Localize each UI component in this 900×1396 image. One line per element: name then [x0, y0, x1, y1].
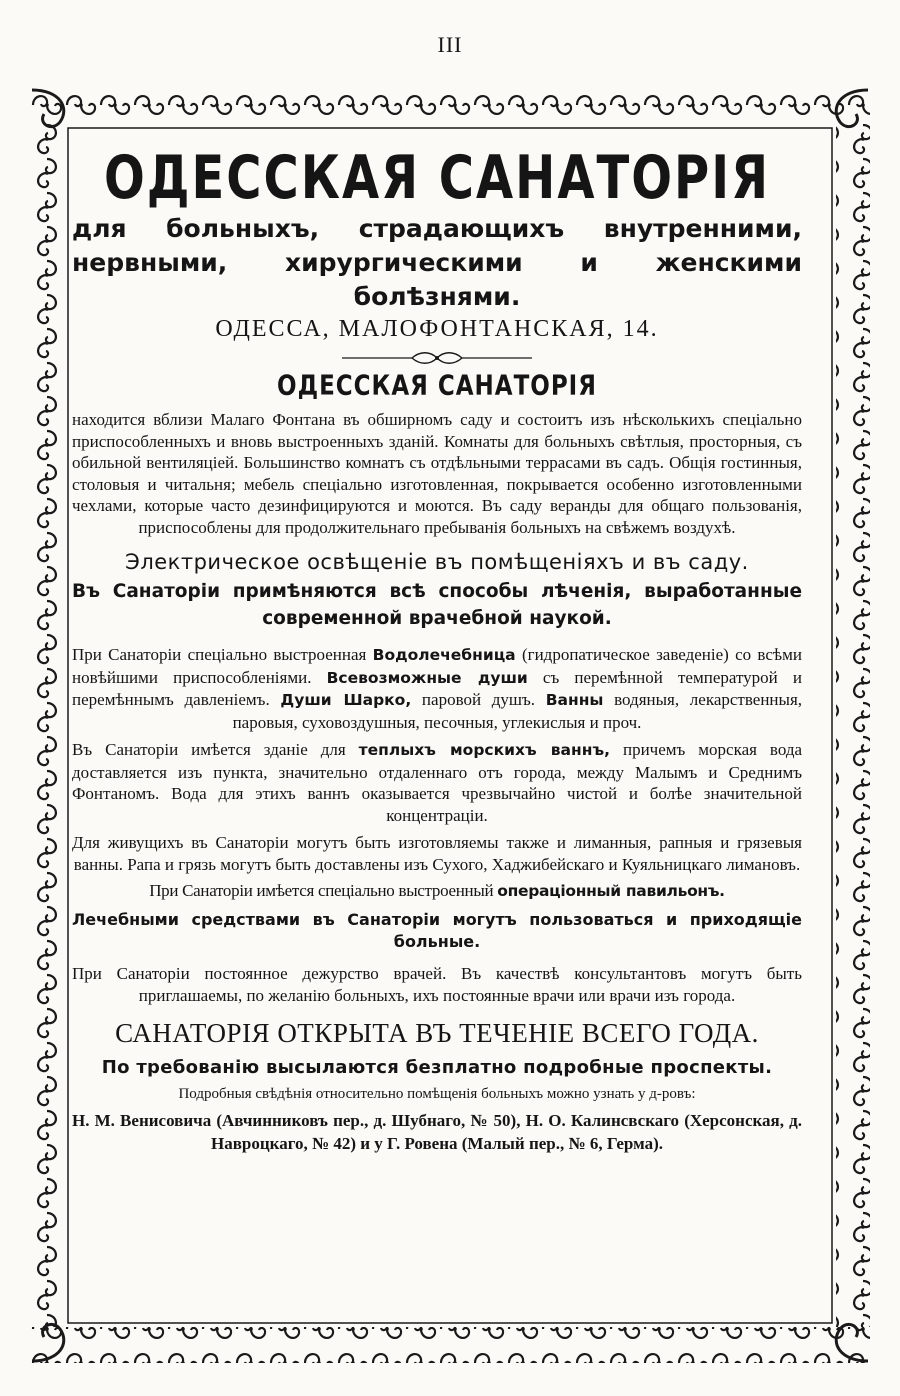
text: Въ Санаторіи имѣется зданіе для: [72, 740, 346, 759]
text: причемъ морская вода доставляется изъ пункта, значительно отдаленнаго отъ города, между Малымъ и Среднимъ Фонтаномъ. Вода для этихъ ваннъ оказывается чрезвычайно чистой и болѣе значительной концентраціи.: [72, 740, 803, 825]
text: При Санаторіи имѣется спеціально выстроенный: [149, 881, 494, 900]
text: водяныя, лекарственныя, паровыя, суховоздушныя, песочныя, углекислыя и проч.: [232, 690, 803, 732]
text: съ перемѣнной температурой и перемѣннымъ давленіемъ.: [72, 667, 803, 709]
highlight: теплыхъ морскихъ ваннъ,: [358, 741, 610, 759]
address: ОДЕССА, МАЛОФОНТАНСКАЯ, 14.: [215, 316, 659, 342]
main-title: ОДЕССКАЯ САНАТОРІЯ: [103, 142, 771, 213]
text: (гидропатическое заведеніе) со всѣми новѣйшими приспособленіями.: [72, 645, 802, 687]
doctors-list: Н. М. Венисовича (Авчинниковъ пер., д. Шубнаго, № 50), Н. О. Калинсвскаго (Херсонская, д. Навроцкаго, № 42) и у Г. Ровена (Малый пер., № 6, Герма).: [72, 1111, 802, 1153]
treatment-methods: Въ Санаторіи примѣняются всѣ способы лѣченія, выработанные современной врачебной наукой.: [72, 581, 802, 629]
mud-baths-paragraph: Для живущихъ въ Санаторіи могутъ быть изготовляемы также и лиманныя, рапныя и грязевыя ванны. Рапа и грязь могутъ быть доставлены изъ Сухого, Хаджибейскаго и Куяльницкаго лимановъ.: [72, 833, 802, 874]
advertisement-content: [72, 140, 802, 1155]
intro-paragraph: находится вблизи Малаго Фонтана въ обширномъ саду и состоитъ изъ нѣсколькихъ спеціально приспособленныхъ и вновь выстроенныхъ зданій. Комнаты для больныхъ свѣтлыя, просторныя, съ обильной вентиляціей. Большинство комнатъ съ отдѣльными террасами въ садъ. Общія гостинныя, столовыя и читальня; мебель спеціально изготовленная, покрывается особенно изготовленными чехлами, которые часто дезинфицируются и моются. Въ саду веранды для общаго пользованія, приспособлены для продолжительнаго пребыванія больныхъ на свѣжемъ воздухѣ.: [72, 410, 802, 537]
highlight: операціонный павильонъ.: [497, 882, 725, 900]
highlight: Всевозможные души: [326, 668, 528, 687]
text: паровой душъ.: [421, 690, 536, 709]
sea-baths-paragraph: [72, 739, 802, 826]
section-heading: ОДЕССКАЯ САНАТОРІЯ: [277, 370, 597, 402]
outpatient-line: Лечебными средствами въ Санаторіи могутъ пользоваться и приходящіе больные.: [72, 910, 802, 951]
electric-lighting-line: Электрическое освѣщеніе въ помѣщеніяхъ и въ саду.: [125, 550, 749, 574]
duty-paragraph: При Санаторіи постоянное дежурство врачей. Въ качествѣ консультантовъ могутъ быть приглашаемы, по желанію больныхъ, ихъ постоянные врачи или врачи изъ города.: [72, 964, 802, 1005]
operating-pavilion-line: [72, 881, 802, 901]
hydrotherapy-paragraph: [72, 644, 802, 733]
ornament-divider: [342, 351, 532, 365]
page-number: III: [437, 32, 463, 57]
open-all-year: САНАТОРІЯ ОТКРЫТА ВЪ ТЕЧЕНІЕ ВСЕГО ГОДА.: [115, 1018, 759, 1048]
text: При Санаторіи спеціально выстроенная: [72, 645, 367, 664]
highlight: Души Шарко,: [280, 691, 412, 709]
highlight: Ванны: [545, 691, 604, 709]
subtitle: для больныхъ, страдающихъ внутренними, нервными, хирургическими и женскими болѣзнями.: [72, 214, 802, 311]
info-line: Подробныя свѣдѣнія относительно помѣщенія больныхъ можно узнать у д-ровъ:: [178, 1086, 696, 1102]
highlight: Водолечебница: [372, 646, 516, 664]
prospectus-line: По требованію высылаются безплатно подробные проспекты.: [101, 1057, 773, 1078]
